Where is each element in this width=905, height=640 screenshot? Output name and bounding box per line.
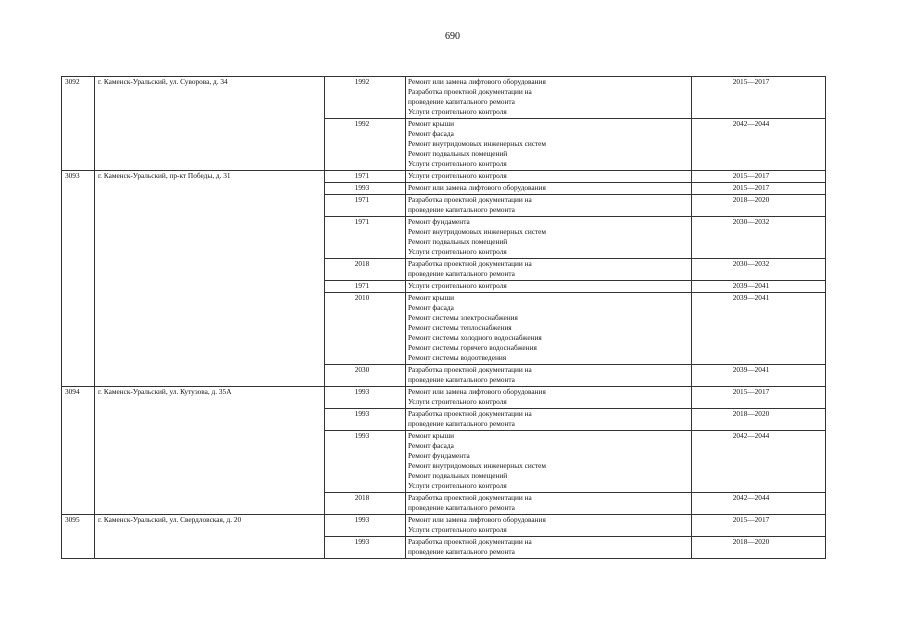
table-row — [62, 171, 826, 183]
page-number: 690 — [445, 31, 460, 42]
works-cell — [406, 537, 692, 559]
work-item: Ремонт подвальных помещений — [408, 149, 508, 158]
house-number-cell: 3093 — [62, 171, 95, 387]
work-item: Услуги строительного контроля — [408, 281, 507, 290]
period-cell: 2039—2041 — [692, 365, 826, 387]
works-cell — [406, 293, 692, 365]
works-cell — [406, 119, 692, 171]
period-cell: 2042—2044 — [692, 493, 826, 515]
year-cell: 1971 — [325, 171, 406, 183]
work-item: Услуги строительного контроля — [408, 481, 507, 490]
period-cell: 2015—2017 — [692, 77, 826, 119]
works-cell — [406, 259, 692, 281]
work-item: Услуги строительного контроля — [408, 247, 507, 256]
table-row — [62, 387, 826, 409]
work-item: Ремонт крыши — [408, 119, 455, 128]
period-cell: 2030—2032 — [692, 217, 826, 259]
work-item: Разработка проектной документации на — [408, 259, 532, 268]
works-cell — [406, 493, 692, 515]
period-cell: 2030—2032 — [692, 259, 826, 281]
work-item: Ремонт или замена лифтового оборудования — [408, 387, 546, 396]
year-cell: 1971 — [325, 217, 406, 259]
year-cell: 1993 — [325, 515, 406, 537]
year-cell: 1993 — [325, 409, 406, 431]
work-item: Разработка проектной документации на — [408, 365, 532, 374]
year-cell: 1992 — [325, 77, 406, 119]
period-cell: 2039—2041 — [692, 293, 826, 365]
works-cell — [406, 281, 692, 293]
year-cell: 1993 — [325, 431, 406, 493]
year-cell: 1971 — [325, 281, 406, 293]
work-item: Ремонт или замена лифтового оборудования — [408, 515, 546, 524]
work-item: Услуги строительного контроля — [408, 159, 507, 168]
repair-schedule-table-wrapper — [61, 76, 826, 599]
period-cell: 2018—2020 — [692, 195, 826, 217]
work-item: Ремонт внутридомовых инженерных систем — [408, 227, 547, 236]
work-item: Разработка проектной документации на — [408, 409, 532, 418]
year-cell: 2010 — [325, 293, 406, 365]
period-cell: 2018—2020 — [692, 409, 826, 431]
house-number-cell: 3092 — [62, 77, 95, 171]
period-cell: 2039—2041 — [692, 281, 826, 293]
work-item: Ремонт подвальных помещений — [408, 237, 508, 246]
work-item: Ремонт фасада — [408, 129, 454, 138]
works-cell — [406, 217, 692, 259]
work-item: Ремонт крыши — [408, 293, 455, 302]
work-item: проведение капитального ремонта — [408, 269, 515, 278]
work-item: Ремонт фундамента — [408, 217, 470, 226]
address-cell: г. Каменск-Уральский, ул. Суворова, д. 34 — [95, 77, 325, 171]
work-item: проведение капитального ремонта — [408, 375, 515, 384]
period-cell: 2015—2017 — [692, 183, 826, 195]
work-item: Разработка проектной документации на — [408, 195, 532, 204]
period-cell: 2015—2017 — [692, 515, 826, 537]
repair-schedule-body — [62, 77, 826, 559]
work-item: Ремонт или замена лифтового оборудования — [408, 183, 546, 192]
year-cell: 1993 — [325, 537, 406, 559]
work-item: Услуги строительного контроля — [408, 525, 507, 534]
work-item: Услуги строительного контроля — [408, 171, 507, 180]
work-item: проведение капитального ремонта — [408, 547, 515, 556]
year-cell: 1993 — [325, 183, 406, 195]
table-row — [62, 515, 826, 537]
year-cell: 2018 — [325, 259, 406, 281]
works-cell — [406, 409, 692, 431]
work-item: Ремонт системы теплоснабжения — [408, 323, 512, 332]
repair-schedule-table — [61, 76, 826, 559]
year-cell: 2018 — [325, 493, 406, 515]
address-cell: г. Каменск-Уральский, ул. Свердловская, д. 20 — [95, 515, 325, 559]
work-item: проведение капитального ремонта — [408, 503, 515, 512]
work-item: Разработка проектной документации на — [408, 493, 532, 502]
work-item: Ремонт крыши — [408, 431, 455, 440]
address-cell: г. Каменск-Уральский, ул. Кутузова, д. 35А — [95, 387, 325, 515]
period-cell: 2015—2017 — [692, 171, 826, 183]
period-cell: 2015—2017 — [692, 387, 826, 409]
address-cell: г. Каменск-Уральский, пр-кт Победы, д. 31 — [95, 171, 325, 387]
work-item: Разработка проектной документации на — [408, 87, 532, 96]
works-cell — [406, 77, 692, 119]
work-item: Услуги строительного контроля — [408, 397, 507, 406]
house-number-cell: 3094 — [62, 387, 95, 515]
period-cell: 2018—2020 — [692, 537, 826, 559]
work-item: Ремонт фасада — [408, 303, 454, 312]
work-item: Ремонт внутридомовых инженерных систем — [408, 139, 547, 148]
works-cell — [406, 515, 692, 537]
year-cell: 1971 — [325, 195, 406, 217]
work-item: Ремонт системы горячего водоснабжения — [408, 343, 537, 352]
table-row — [62, 77, 826, 119]
work-item: Ремонт системы холодного водоснабжения — [408, 333, 542, 342]
works-cell — [406, 183, 692, 195]
year-cell: 1993 — [325, 387, 406, 409]
work-item: Ремонт фундамента — [408, 451, 470, 460]
period-cell: 2042—2044 — [692, 431, 826, 493]
work-item: Ремонт фасада — [408, 441, 454, 450]
work-item: Ремонт подвальных помещений — [408, 471, 508, 480]
work-item: проведение капитального ремонта — [408, 205, 515, 214]
year-cell: 2030 — [325, 365, 406, 387]
period-cell: 2042—2044 — [692, 119, 826, 171]
works-cell — [406, 387, 692, 409]
works-cell — [406, 431, 692, 493]
work-item: Ремонт внутридомовых инженерных систем — [408, 461, 547, 470]
work-item: Ремонт системы водоотведения — [408, 353, 507, 362]
work-item: Ремонт или замена лифтового оборудования — [408, 77, 546, 86]
work-item: проведение капитального ремонта — [408, 97, 515, 106]
year-cell: 1992 — [325, 119, 406, 171]
work-item: Ремонт системы электроснабжения — [408, 313, 518, 322]
work-item: проведение капитального ремонта — [408, 419, 515, 428]
works-cell — [406, 365, 692, 387]
works-cell — [406, 195, 692, 217]
house-number-cell: 3095 — [62, 515, 95, 559]
works-cell — [406, 171, 692, 183]
work-item: Разработка проектной документации на — [408, 537, 532, 546]
work-item: Услуги строительного контроля — [408, 107, 507, 116]
